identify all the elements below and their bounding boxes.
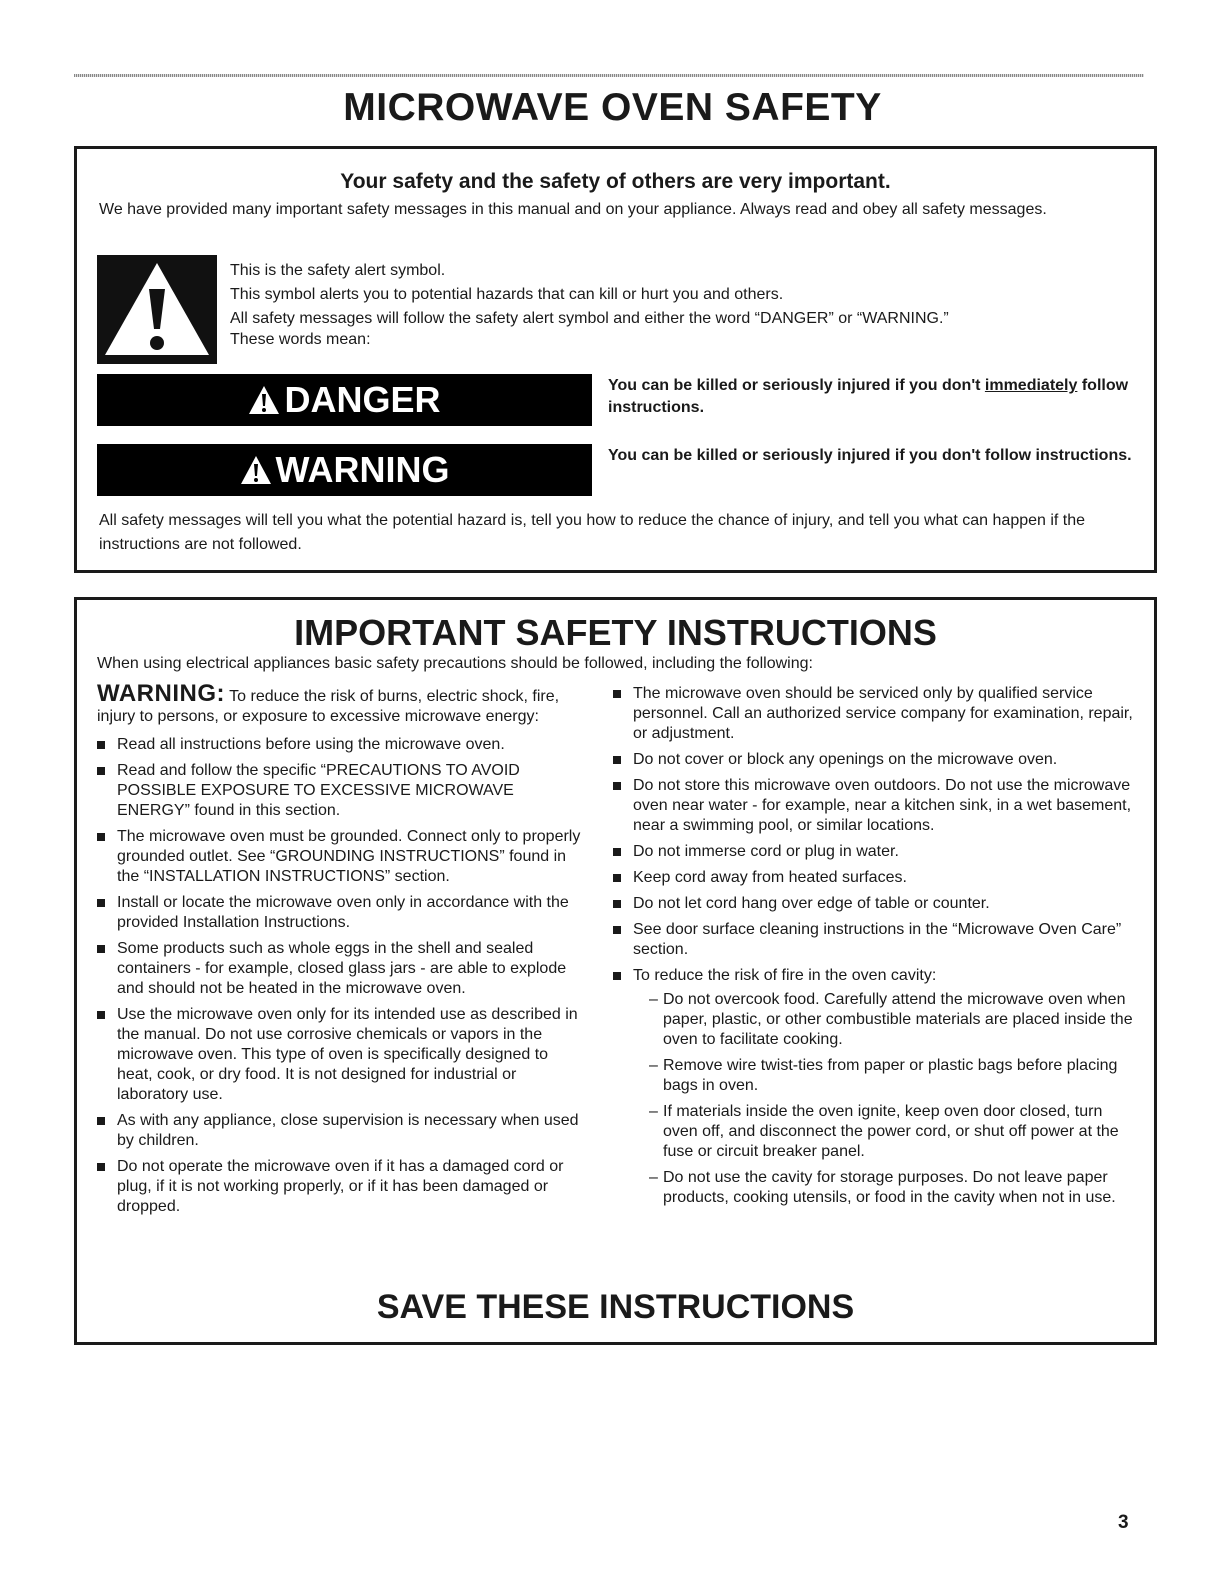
bullet-icon (613, 900, 621, 908)
bullet-icon (613, 690, 621, 698)
warning-word: WARNING: (97, 680, 225, 707)
bullet-icon (97, 1163, 105, 1171)
list-item (613, 750, 1133, 770)
sub-list-item-text: If materials inside the oven ignite, keep oven door closed, turn oven off, and disconnect the power cord, or shut off power at the fuse or circuit breaker panel. (663, 1103, 1119, 1160)
list-item (613, 842, 1133, 862)
danger-emphasis: immediately (984, 377, 1078, 394)
list-item-text: Do not cover or block any openings on the microwave oven. (633, 751, 1058, 768)
bullet-icon (97, 741, 105, 749)
top-rule (74, 74, 1144, 77)
list-item (613, 868, 1133, 888)
list-item-text: Do not immerse cord or plug in water. (633, 843, 899, 860)
warning-triangle-icon (97, 255, 217, 364)
danger-text-part: follow instructions. (608, 377, 1129, 416)
danger-label (97, 374, 592, 426)
list-item (97, 735, 587, 755)
bullet-icon (97, 945, 105, 953)
alert-line: This is the safety alert symbol. (230, 262, 446, 279)
instructions-heading: IMPORTANT SAFETY INSTRUCTIONS (294, 612, 937, 653)
list-item (97, 939, 587, 999)
page-title: MICROWAVE OVEN SAFETY (343, 86, 882, 129)
list-item-text: Read and follow the specific “PRECAUTIONS TO AVOID POSSIBLE EXPOSURE TO EXCESSIVE MICROWAVE ENERGY” found in this section. (117, 762, 520, 819)
bullet-icon (97, 899, 105, 907)
alert-symbol-description (230, 259, 1130, 349)
list-item-text: Use the microwave oven only for its intended use as described in the manual. Do not use corrosive chemicals or vapors in the microwave oven. This type of oven is specifically designed to heat, cook, or dry food. It is not designed for industrial or laboratory use. (117, 1006, 578, 1103)
instructions-box (74, 597, 1157, 1345)
bullet-icon (613, 874, 621, 882)
list-item-text: See door surface cleaning instructions in the “Microwave Oven Care” section. (633, 921, 1122, 958)
bullet-icon (97, 1117, 105, 1125)
dash-icon: – (649, 1057, 658, 1074)
sub-list-item-text: Remove wire twist-ties from paper or plastic bags before placing bags in oven. (663, 1057, 1118, 1094)
list-item-text: Do not let cord hang over edge of table or counter. (633, 895, 990, 912)
safety-message-box (74, 146, 1157, 573)
danger-word: DANGER (284, 379, 441, 420)
list-item-text: Do not operate the microwave oven if it has a damaged cord or plug, if it is not working properly, or if it has been damaged or dropped. (117, 1158, 564, 1215)
warning-meaning: You can be killed or seriously injured if you don't follow instructions. (608, 447, 1132, 464)
alert-line: These words mean: (230, 331, 371, 348)
bullet-icon (97, 833, 105, 841)
list-item (613, 894, 1133, 914)
bullet-icon (613, 972, 621, 980)
list-item (97, 893, 587, 933)
list-item (97, 1111, 587, 1151)
warning-triangle-icon (248, 385, 280, 415)
left-column (97, 680, 587, 1223)
save-instructions-title: SAVE THESE INSTRUCTIONS (376, 1288, 855, 1326)
list-item (613, 684, 1133, 744)
sub-list-item (649, 1168, 1133, 1208)
safety-heading: Your safety and the safety of others are very important. (340, 170, 891, 193)
list-item-text: The microwave oven should be serviced only by qualified service personnel. Call an authorized service company for examination, repair, or adjustment. (633, 685, 1133, 742)
dash-icon: – (649, 1169, 658, 1186)
warning-word: WARNING (275, 449, 450, 490)
sub-list-item (649, 1102, 1133, 1162)
list-item-text: The microwave oven must be grounded. Connect only to properly grounded outlet. See “GROUNDING INSTRUCTIONS” found in the “INSTALLATION INSTRUCTIONS” section. (117, 828, 581, 885)
list-item (97, 761, 587, 821)
warning-statement-text: To reduce the risk of burns, electric shock, fire, injury to persons, or exposure to excessive microwave energy: (97, 688, 560, 725)
list-item (97, 827, 587, 887)
right-column (613, 684, 1133, 1214)
list-item-text: Read all instructions before using the microwave oven. (117, 736, 505, 753)
bullet-icon (613, 926, 621, 934)
bullet-icon (613, 782, 621, 790)
danger-meaning (608, 375, 1138, 419)
dash-icon: – (649, 991, 658, 1008)
warning-statement (97, 680, 587, 727)
list-item (613, 966, 1133, 1208)
list-item (97, 1157, 587, 1217)
safety-outro: All safety messages will tell you what the potential hazard is, tell you how to reduce the chance of injury, and tell you what can happen if the instructions are not followed. (99, 512, 1086, 553)
alert-line: This symbol alerts you to potential hazards that can kill or hurt you and others. (230, 286, 784, 303)
list-item-text: Some products such as whole eggs in the shell and sealed containers - for example, closed glass jars - are able to explode and should not be heated in the microwave oven. (117, 940, 567, 997)
sub-list-item-text: Do not use the cavity for storage purposes. Do not leave paper products, cooking utensils, or food in the cavity when not in use. (663, 1169, 1116, 1206)
warning-label (97, 444, 592, 496)
bullet-icon (97, 767, 105, 775)
alert-line: All safety messages will follow the safety alert symbol and either the word “DANGER” or “WARNING.” (230, 310, 949, 327)
sub-list-item-text: Do not overcook food. Carefully attend the microwave oven when paper, plastic, or other combustible materials are placed inside the oven to facilitate cooking. (663, 991, 1133, 1048)
list-item (613, 920, 1133, 960)
warning-triangle-icon (240, 455, 272, 485)
dash-icon: – (649, 1103, 658, 1120)
instruction-list (613, 684, 1133, 1208)
bullet-icon (613, 848, 621, 856)
danger-text-part: You can be killed or seriously injured if you don't (608, 377, 985, 394)
bullet-icon (613, 756, 621, 764)
list-item-text: Install or locate the microwave oven only in accordance with the provided Installation Instructions. (117, 894, 569, 931)
sub-list-item (649, 990, 1133, 1050)
instruction-list (97, 735, 587, 1217)
list-item-text: Keep cord away from heated surfaces. (633, 869, 907, 886)
sub-list-item (649, 1056, 1133, 1096)
page-number: 3 (1118, 1512, 1129, 1533)
fire-sublist (633, 990, 1133, 1208)
list-item-text: To reduce the risk of fire in the oven cavity: (633, 967, 937, 984)
bullet-icon (97, 1011, 105, 1019)
list-item-text: As with any appliance, close supervision is necessary when used by children. (117, 1112, 579, 1149)
safety-intro: We have provided many important safety messages in this manual and on your appliance. Always read and obey all safety messages. (99, 201, 1047, 218)
instructions-intro: When using electrical appliances basic safety precautions should be followed, including the following: (97, 655, 813, 672)
list-item (613, 776, 1133, 836)
list-item (97, 1005, 587, 1105)
list-item-text: Do not store this microwave oven outdoors. Do not use the microwave oven near water - for example, near a kitchen sink, in a wet basement, near a swimming pool, or similar locations. (633, 777, 1132, 834)
